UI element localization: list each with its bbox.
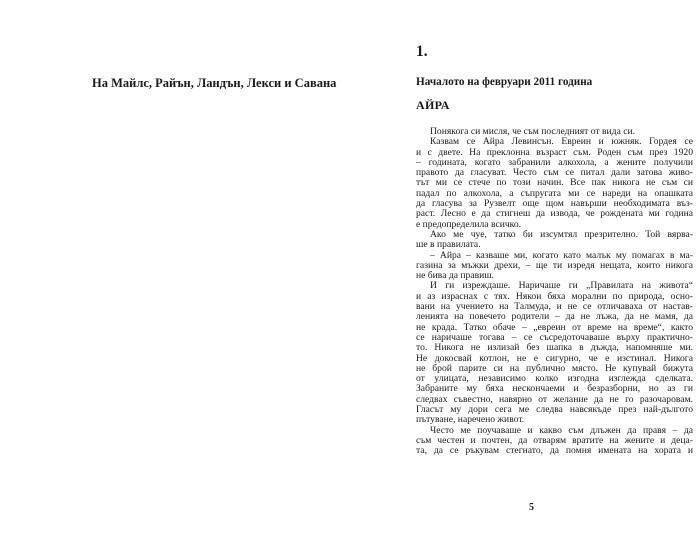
text-line: Забраните му бяха нескончаеми и безразборни, но аз ги [416, 384, 693, 395]
text-line: правото да гласуват. Често съм се питал дали затова живо- [416, 168, 693, 179]
page-number: 5 [529, 502, 534, 513]
text-line: – годината, когато забранили алкохола, а жените получили [416, 157, 693, 168]
text-line: Често ме поучаваше и какво съм длъжен да правя – да [430, 425, 693, 436]
right-page [350, 0, 700, 539]
text-line: Казвам се Айра Левинсън. Евреин и южняк. Гордея се [430, 137, 693, 148]
text-line: раст. Лесно е да стигнеш да извода, че рождената ми година [416, 209, 693, 220]
dedication: На Майлс, Райън, Ландън, Лекси и Савана [92, 76, 337, 90]
text-line: то. Никога не излизай без шапка в дъжда, напомняше ми. [416, 343, 693, 354]
narrator-heading: АЙРА [416, 98, 450, 112]
text-line: газина за мъжки дрехи, – ще ти изредя нещата, които никога [416, 260, 693, 271]
text-line: е предопределила всичко. [416, 219, 522, 230]
text-line: И ги изреждаше. Наричаше ги „Правилата на живота“ [430, 281, 693, 292]
chapter-number: 1. [416, 43, 428, 60]
text-line: пътуване, наречено живот. [416, 415, 525, 426]
text-line: от улицата, независимо колко изгодна изглежда сделката. [416, 374, 693, 385]
text-line: падал по алкохола, а съпругата ми се нареди на опашката [416, 188, 693, 199]
text-line: – Айра – казваше ми, когато като малък му помагах в ма- [430, 250, 693, 261]
text-line: та, да се ръкувам стегнато, да помня имената на хората и [416, 446, 693, 457]
text-line: не бива да правиш. [416, 271, 495, 282]
text-line: Гласът му дори сега ме следва навсякъде през най-дългото [416, 405, 693, 416]
text-line: ленията на повечето родители – да не лъжа, да не мамя, да [416, 312, 693, 323]
text-line: се наричаше тогава – се съсредоточаваше върху практично- [416, 332, 693, 343]
text-line: тът ми се стече по този начин. Все пак никога не съм си [416, 178, 693, 189]
text-line: ше в правилата. [416, 240, 481, 251]
text-line: вани на учението на Талмуда, и не се отличаваха от настав- [416, 302, 693, 313]
text-line: и с двете. На преклонна възраст съм. Роден съм през 1920 [416, 147, 693, 158]
date-heading: Началото на февруари 2011 година [416, 76, 593, 88]
text-line: Понякога си мисля, че съм последният от вида си. [430, 127, 636, 137]
text-line: следвах съвестно, навярно от желание да не го разочаровам. [416, 394, 693, 405]
text-line: да гласува за Рузвелт още щом навърши необходимата въз- [416, 199, 693, 210]
text-line: съм честен и почтен, да отварям вратите на жените и деца- [416, 435, 693, 446]
text-line: Не докосвай котлон, не е сигурно, че е изстинал. Никога [416, 353, 693, 364]
text-line: не крада. Татко обаче – „евреин от време на време“, както [416, 322, 693, 333]
text-line: и аз израснах с тях. Някои бяха морални по природа, осно- [416, 291, 693, 302]
text-line: Ако ме чуе, татко би изсумтял презрително. Той вярва- [430, 229, 693, 240]
text-line: не брой парите си на публично място. Не купувай бижута [416, 363, 693, 374]
body-text [416, 127, 693, 457]
